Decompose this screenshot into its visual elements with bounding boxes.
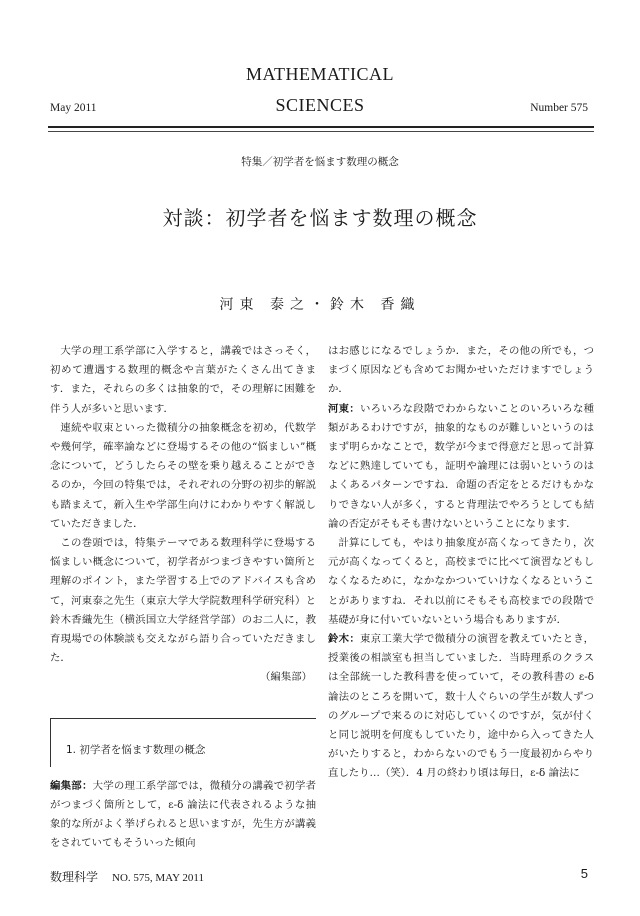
speaker-label: 編集部： <box>50 779 93 792</box>
header-rule-thick <box>48 126 594 128</box>
intro-paragraph-2: 連続や収束といった微積分の抽象概念を初め，代数学や幾何学，確率論などに登場するその他の“悩ましい”概念について，どうしたらその壁を乗り越えることができるのか，今回の特集では，それぞれの分野の初歩的解説も踏まえて，新入生や学部生向けにわかりやすく解説していただきました． <box>50 421 316 530</box>
answer-text: いろいろな段階でわからないことのいろいろな種類があるわけですが，抽象的なものが難しいというのはまず明らかなことで，数学が今まで得意だと思って計算などに熟達していても，証明や論理には弱いというのはよくあるパターンですね．命題の否定をとるだけもかなりできない人が多く，すると背理法でやろうとしても結論の否定がそもそも書けないということになります． <box>328 402 594 530</box>
left-column <box>50 342 316 853</box>
question-text: 大学の理工系学部では，微積分の講義で初学者がつまづく箇所として，ε-δ 論法に代表されるような抽象的な所がよく挙げられると思いますが，先生方が講義をされていてもそういった傾向 <box>50 779 317 850</box>
feature-label: 特集／初学者を悩ます数理の概念 <box>241 156 399 168</box>
magazine-title-line1: MATHEMATICAL <box>246 64 394 84</box>
page-number: 5 <box>580 866 588 881</box>
header-rule-thin <box>48 131 594 132</box>
article-title: 対談：初学者を悩ます数理の概念 <box>162 206 478 230</box>
answer-text: 東京工業大学で微積分の演習を教えていたとき，授業後の相談室も担当していました．当時理系のクラスは全部統一した教科書を使っていて，その教科書の ε-δ 論法のところを開いて，数十人ぐらいの学生が数人ずつのグループで来るのに対応していくのですが，気が付くと同じ説明を何度もしていたり，途中から入ってきた人がいたりすると，わからないのでもう一度最初からやり直したり…（笑）．4 月の終わり頃は毎日，ε-δ 論法に <box>328 633 595 780</box>
section-heading: 1. 初学者を悩ます数理の概念 <box>66 743 206 756</box>
intro-paragraph-1: 大学の理工系学部に入学すると，講義ではさっそく，初めて遭遇する数理的概念や言葉がたくさん出てきます．また，それらの多くは抽象的で，その理解に困難を伴う人が多いと思います． <box>50 345 316 415</box>
magazine-title-line2: SCIENCES <box>275 95 365 115</box>
footer-journal-jp: 数理科学 <box>50 870 99 884</box>
question-continued: はお感じになるでしょうか．また，その他の所でも，つまづく原因なども含めてお聞かせいただけますでしょうか． <box>328 345 594 396</box>
issue-date: May 2011 <box>50 102 97 114</box>
footer-journal-en: NO. 575, MAY 2011 <box>112 872 204 884</box>
section-box-bar <box>50 719 51 767</box>
editor-sign: （編集部） <box>260 671 312 684</box>
suzuki-answer-1 <box>328 630 594 784</box>
speaker-label: 河東： <box>328 402 360 415</box>
intro-paragraph-3: この巻頭では，特集テーマである数理科学に登場する悩ましい概念について，初学者がつまづきやすい箇所と理解のポイント，また学習する上でのアドバイスも含めて，河東泰之先生（東京大学大学院数理科学研究科）と鈴木香織先生（横浜国立大学経営学部）のお二人に，教育現場での体験談も交えながら語り合っていただきました． <box>50 537 316 665</box>
speaker-label: 鈴木： <box>328 633 361 646</box>
footer-journal <box>50 868 204 885</box>
section-box <box>50 718 316 767</box>
right-column <box>328 342 594 784</box>
kawahigashi-answer-1 <box>328 400 594 534</box>
authors: 河東 泰之・鈴木 香織 <box>219 297 421 313</box>
editor-question <box>50 777 316 854</box>
issue-number: Number 575 <box>530 102 588 114</box>
kawahigashi-answer-2: 計算にしても，やはり抽象度が高くなってきたり，次元が高くなってくると，高校までに比べて演習などもしなくなるために，なかなかついていけなくなるということがありますね．それ以前にそもそも高校までの段階で基礎が身に付いていないという場合もありますが． <box>328 537 594 626</box>
